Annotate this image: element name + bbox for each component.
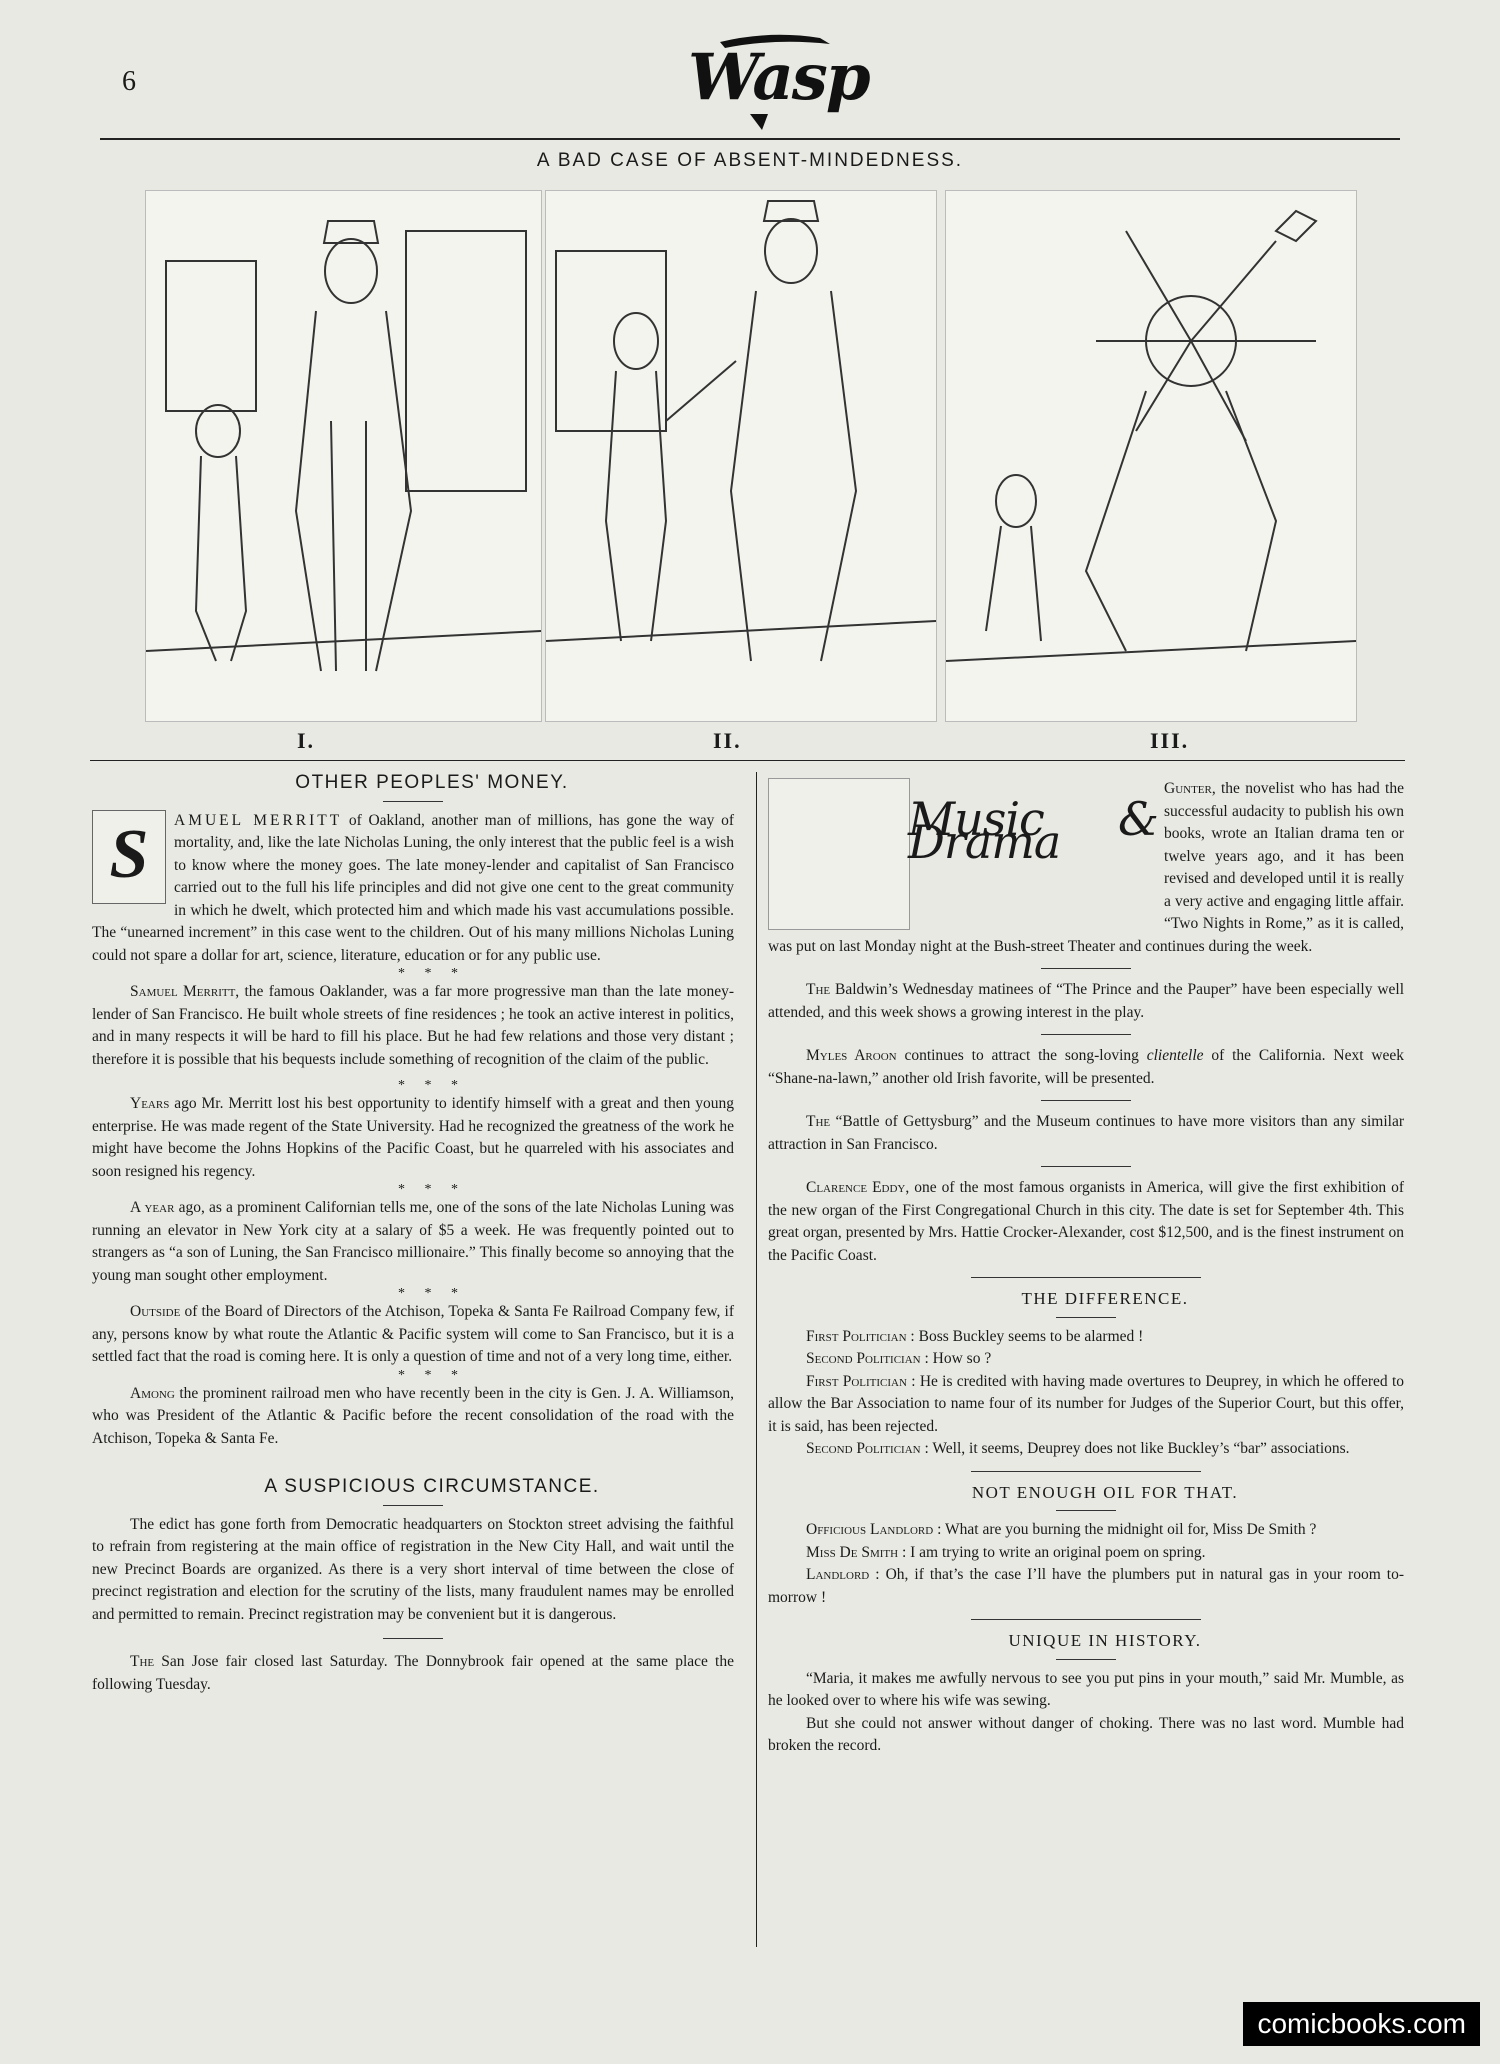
dialog-line: Well, it seems, Deuprey does not like Buckley’s “bar” associations. (932, 1440, 1350, 1457)
section-stars: * * * (398, 966, 466, 981)
theater-figures-illustration (768, 778, 910, 930)
title-rule (383, 1505, 443, 1506)
speaker-label: Officious Landlord : (806, 1521, 942, 1538)
paragraph-merritt-2: the famous Oaklander, was a far more progressive man than the late money-lender of San Francisco. He built whole streets of fine residences ; he took an active interest in politics, and in many respects it will be hard to fill his place. But he had few relations and those very distant ; therefore it is possible that his bequests include something of recognition of the claim of the public. (92, 983, 735, 1068)
masthead-logo (680, 30, 869, 130)
source-watermark: comicbooks.com (1243, 2002, 1480, 2046)
section-stars: * * * (398, 1182, 466, 1197)
paragraph-clarence-eddy: one of the most famous organists in America, will give the first exhibition of the new organ of the First Congregational Church in this city. The date is set for September 4th. This great organ, presented by Mrs. Hattie Crocker-Alexander, cost $12,500, and is the finest instrument on the Pacific Coast. (768, 1179, 1405, 1264)
top-rule (100, 138, 1400, 140)
article-title-other-peoples-money: OTHER PEOPLES' MONEY. (295, 772, 569, 793)
panel-numeral-1: I. (297, 728, 316, 753)
column-divider (756, 772, 757, 1947)
section-stars: * * * (398, 1367, 466, 1383)
dialog-line: I am trying to write an original poem on spring. (910, 1543, 1206, 1561)
divider-rule (971, 1471, 1201, 1472)
speaker-label: Miss De Smith : (806, 1543, 907, 1561)
lead-word: Years (130, 1095, 170, 1112)
lead-word: The (806, 1113, 831, 1130)
speaker-label: First Politician : (806, 1372, 916, 1390)
lead-word: Samuel Merritt, (130, 983, 240, 1000)
lead-word: A year (130, 1199, 175, 1216)
lead-samuel-merritt: AMUEL MERRITT (174, 811, 343, 829)
lead-word: Among (130, 1384, 175, 1402)
paragraph-myles-aroon-a: continues to attract the song-loving (904, 1047, 1139, 1064)
paragraph-gettysburg: “Battle of Gettysburg” and the Museum continues to have more visitors than any similar attraction in San Francisco. (768, 1113, 1404, 1153)
cartoon-title: A BAD CASE OF ABSENT-MINDEDNESS. (536, 150, 964, 171)
dialog-line: He is credited with having made overtures to Deuprey, in which he offered to allow the Bar Association to name four of its number for Judges of the Superior Court, but this offer, it is said, has been rejected. (768, 1372, 1405, 1435)
paragraph-registration: The edict has gone forth from Democratic headquarters on Stockton street advising the faithful to refrain from registering at the main office of registration in the New City Hall, and wait until the new Precinct Boards are organized. As there is a very short interval of time between the close of precinct registration and election for the scrutiny of the lists, many fraudulent names may be enrolled and permitted to remain. Precinct registration may be convenient but it is dangerous. (92, 1515, 734, 1623)
paragraph-gunter: the novelist who has had the successful audacity to publish his own books, wrote an Italian drama ten or twelve years ago, and it has been revised and developed until it is really a very active and engaging little affair. “Two Nights in Rome,” as it is called, was put on last Monday night at the Bush-street Theater and continues during the week. (768, 780, 1404, 955)
cartoon-drawing-3 (946, 191, 1356, 721)
divider-rule (1041, 968, 1131, 969)
divider-rule (971, 1619, 1201, 1620)
paragraph-university: ago Mr. Merritt lost his best opportunity to identify himself with a great and then young enterprise. He was made regent of the State University. Had he recognized the greatness of the work he might have become the Johns Hopkins of the Pacific Coast, but he quarreled with his associates and soon resigned his regency. (92, 1095, 734, 1180)
divider-rule (383, 1638, 443, 1639)
article-title-oil: NOT ENOUGH OIL FOR THAT. (971, 1482, 1239, 1502)
speaker-label: Second Politician : (806, 1440, 929, 1457)
section-stars: * * * (398, 1286, 466, 1301)
dropcap-letter: S (92, 810, 166, 904)
paragraph-myles-aroon-b: of the California. Next week “Shane-na-lawn,” another old Irish favorite, will be presented. (768, 1047, 1405, 1087)
title-rule (1056, 1317, 1116, 1318)
masthead-title: Wasp (688, 40, 869, 115)
dialog-line: What are you burning the midnight oil for, Miss De Smith ? (945, 1521, 1317, 1538)
lead-word: The (806, 981, 831, 998)
page-number: 6 (122, 66, 136, 97)
divider-rule (1041, 1034, 1131, 1035)
section-rule (90, 760, 1405, 761)
section-stars: * * * (398, 1078, 466, 1093)
cartoon-panel-2 (545, 190, 937, 722)
title-rule (383, 801, 443, 802)
dialog-line: How so ? (932, 1350, 992, 1367)
paragraph-fair: San Jose fair closed last Saturday. The Donnybrook fair opened at the same place the following Tuesday. (92, 1653, 734, 1693)
dialog-line: Boss Buckley seems to be alarmed ! (918, 1327, 1144, 1345)
article-title-suspicious: A SUSPICIOUS CIRCUMSTANCE. (264, 1476, 600, 1497)
article-title-difference: THE DIFFERENCE. (1021, 1289, 1189, 1308)
music-drama-title: Music & Drama (908, 792, 1158, 869)
divider-rule (1041, 1100, 1131, 1101)
paragraph-maria: “Maria, it makes me awfully nervous to see you put pins in your mouth,” said Mr. Mumble, as he looked over to where his wife was sewing. (768, 1669, 1404, 1709)
paragraph-atchison: of the Board of Directors of the Atchison, Topeka & Santa Fe Railroad Company few, if any, persons know by what route the Atlantic & Pacific system will come to San Francisco, but it is a settled fact that the road is coming here. It is only a question of time and not of a very long time, either. (92, 1303, 734, 1365)
article-title-unique: UNIQUE IN HISTORY. (1008, 1631, 1202, 1650)
panel-numeral-2: II. (713, 728, 742, 753)
lead-word: The (130, 1653, 155, 1670)
lead-word: Outside (130, 1303, 181, 1320)
divider-rule (971, 1277, 1201, 1278)
right-column (768, 778, 1404, 1758)
music-drama-header (768, 778, 1158, 928)
left-column (92, 772, 734, 1696)
paragraph-baldwin: Baldwin’s Wednesday matinees of “The Prince and the Pauper” have been especially well attended, and this week shows a growing interest in the play. (768, 981, 1405, 1021)
paragraph-williamson: the prominent railroad men who have recently been in the city is Gen. J. A. Williamson, who was President of the Atlantic & Pacific before the recent consolidation of the road with the Atchison, Topeka & Santa Fe. (92, 1384, 735, 1447)
title-rule (1056, 1659, 1116, 1660)
lead-word: Clarence Eddy, (806, 1179, 910, 1196)
cartoon-drawing-2 (546, 191, 936, 721)
speaker-label: First Politician : (806, 1327, 915, 1345)
paragraph-mumble: But she could not answer without danger of choking. There was no last word. Mumble had broken the record. (768, 1714, 1404, 1754)
speaker-label: Second Politician : (806, 1350, 929, 1367)
paragraph-merritt-1: of Oakland, another man of millions, has gone the way of mortality, and, like the late Nicholas Luning, the only interest that the public feel is a wish to know where the money goes. The late money-lender and capitalist of San Francisco carried out to the full his life principles and did not give one cent to the great community in which he dwelt, which protected him and which made his vast accumulations possible. The “unearned increment” in this case went to the children. Out of his many millions Nicholas Luning could not spare a dollar for art, science, literature, education or for any public use. (92, 811, 735, 964)
panel-numeral-3: III. (1150, 728, 1190, 753)
dialog-line: Oh, if that’s the case I’ll have the plumbers put in natural gas in your room to-morrow ! (768, 1566, 1404, 1606)
cartoon-panel-3 (945, 190, 1357, 722)
lead-word: Gunter, (1164, 780, 1216, 797)
title-rule (1056, 1510, 1116, 1511)
divider-rule (1041, 1166, 1131, 1167)
clientelle-word: clientelle (1146, 1047, 1204, 1064)
speaker-label: Landlord : (806, 1566, 880, 1583)
paragraph-luning-son: ago, as a prominent Californian tells me, one of the sons of the late Nicholas Luning was running an elevator in New York city at a salary of $5 a week. He was frequently pointed out to strangers as “a son of Luning, the San Francisco millionaire.” This finally become so annoying that the young man sought other employment. (92, 1199, 734, 1284)
cartoon-drawing-1 (146, 191, 541, 721)
cartoon-panel-1 (145, 190, 542, 722)
lead-word: Myles Aroon (806, 1047, 897, 1064)
